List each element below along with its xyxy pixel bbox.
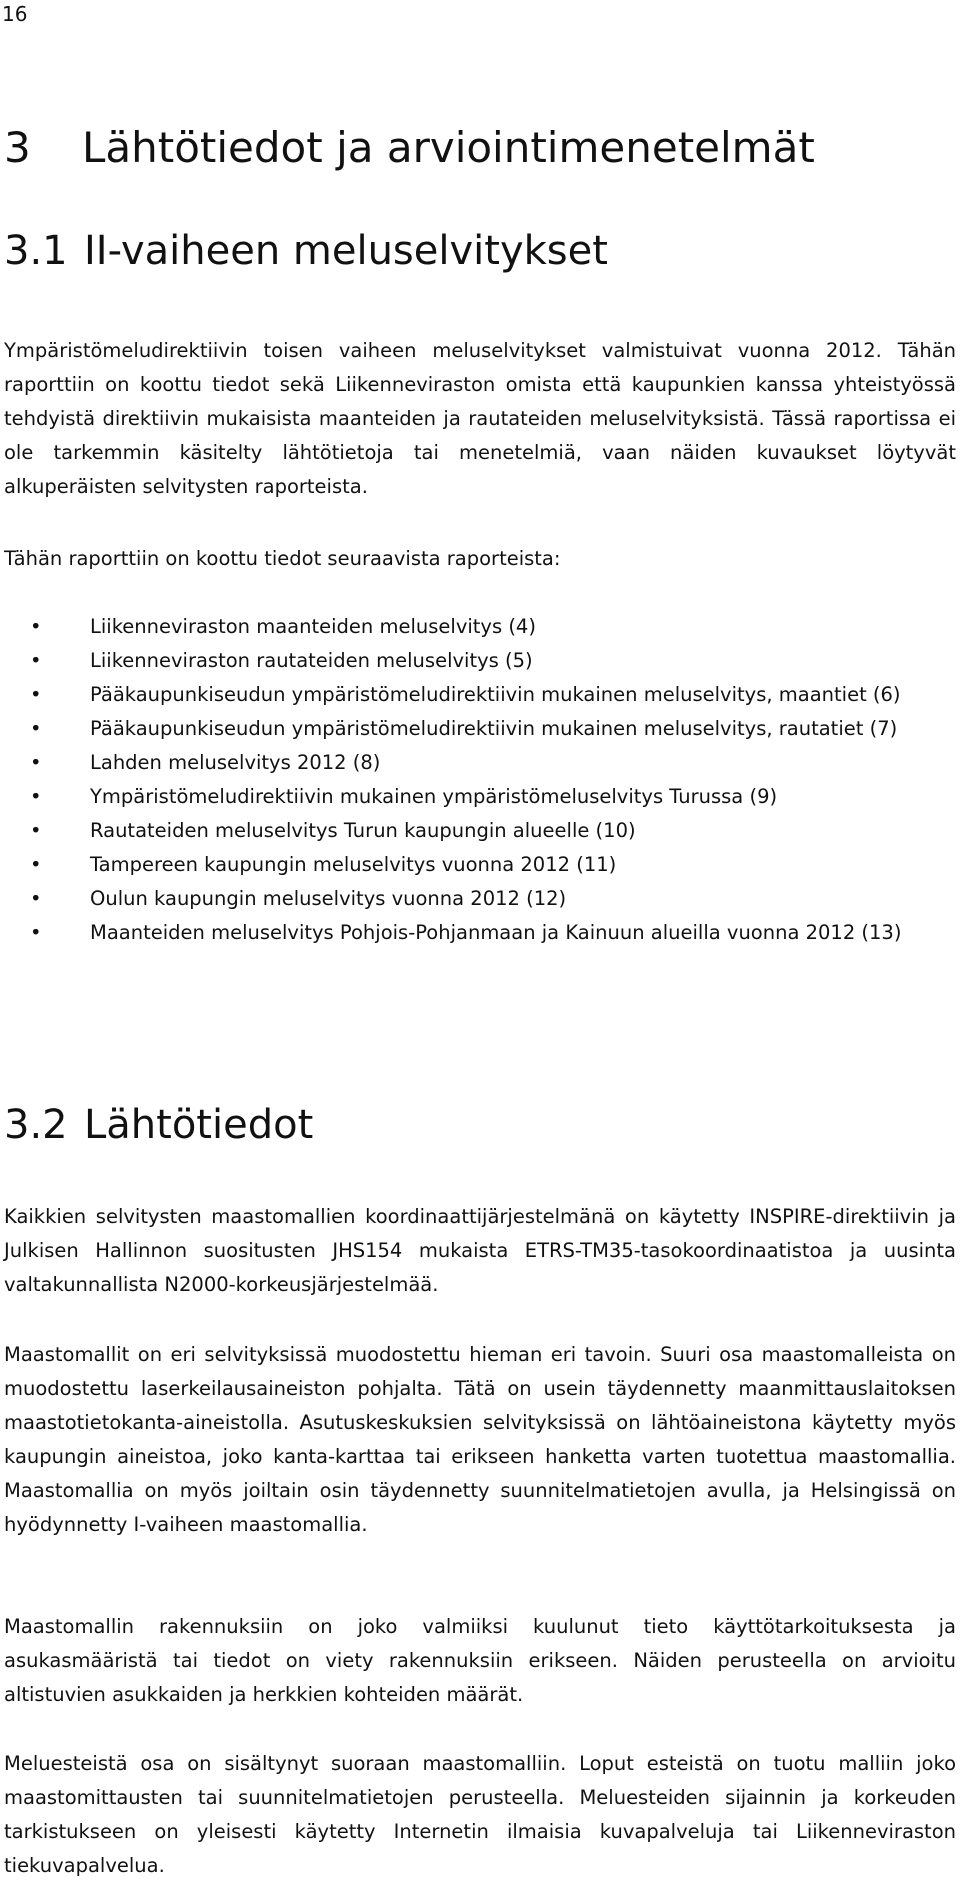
- bullet-icon: •: [30, 751, 42, 774]
- list-item-text: Oulun kaupungin meluselvitys vuonna 2012 (12): [90, 887, 567, 910]
- section-heading-3-1: [4, 226, 608, 276]
- list-item-text: Liikenneviraston maanteiden meluselvitys (4): [90, 615, 536, 638]
- bullet-icon: •: [30, 819, 42, 842]
- list-item-text: Maanteiden meluselvitys Pohjois-Pohjanmaan ja Kainuun alueilla vuonna 2012 (13): [90, 921, 902, 944]
- paragraph-buildings: Maastomallin rakennuksiin on joko valmiiksi kuulunut tieto käyttötarkoituksesta ja asukasmääristä tai tiedot on viety rakennuksiin erikseen. Näiden perusteella on arvioitu altistuvien asukkaiden ja herkkien kohteiden määrät.: [4, 1615, 956, 1706]
- list-item-text: Pääkaupunkiseudun ympäristömeludirektiivin mukainen meluselvitys, maantiet (6): [90, 683, 901, 706]
- section-title: Lähtötiedot: [84, 1102, 314, 1148]
- section-title: II-vaiheen meluselvitykset: [84, 228, 608, 274]
- paragraph-reports-intro: Tähän raporttiin on koottu tiedot seuraavista raporteista:: [4, 547, 561, 570]
- bullet-icon: •: [30, 683, 42, 706]
- list-item: [0, 780, 956, 814]
- list-item-text: Liikenneviraston rautateiden meluselvitys (5): [90, 649, 533, 672]
- bullet-icon: •: [30, 887, 42, 910]
- bullet-icon: •: [30, 921, 42, 944]
- section-heading-3-2: [4, 1100, 313, 1150]
- paragraph-noise-barriers: Meluesteistä osa on sisältynyt suoraan maastomalliin. Loput esteistä on tuotu malliin joko maastomittausten tai suunnitelmatietojen perusteella. Meluesteiden sijainnin ja korkeuden tarkistukseen on yleisesti käytetty Internetin ilmaisia kuvapalveluja tai Liikenneviraston tiekuvapalvelua.: [4, 1752, 956, 1877]
- bullet-icon: •: [30, 649, 42, 672]
- list-item: [0, 882, 956, 916]
- list-item-text: Ympäristömeludirektiivin mukainen ympäristömeluselvitys Turussa (9): [90, 785, 778, 808]
- list-item: [0, 610, 956, 644]
- list-item: [0, 678, 956, 712]
- bullet-icon: •: [30, 717, 42, 740]
- page-number: 16: [2, 2, 28, 26]
- list-item: [0, 644, 956, 678]
- bullet-icon: •: [30, 615, 42, 638]
- chapter-title: Lähtötiedot ja arviointimenetelmät: [82, 123, 815, 172]
- section-number: 3.1: [4, 228, 68, 274]
- list-item-text: Tampereen kaupungin meluselvitys vuonna 2012 (11): [90, 853, 617, 876]
- report-list: [0, 610, 956, 950]
- section-number: 3.2: [4, 1102, 68, 1148]
- list-item-text: Pääkaupunkiseudun ympäristömeludirektiivin mukainen meluselvitys, rautatiet (7): [90, 717, 898, 740]
- list-item-text: Lahden meluselvitys 2012 (8): [90, 751, 381, 774]
- bullet-icon: •: [30, 785, 42, 808]
- list-item: [0, 916, 956, 950]
- chapter-number: 3: [4, 123, 31, 172]
- paragraph-phase-two: Ympäristömeludirektiivin toisen vaiheen meluselvitykset valmistuivat vuonna 2012. Tähän raporttiin on koottu tiedot sekä Liikenneviraston omista että kaupunkien kanssa yhteistyössä tehdyistä direktiivin mukaisista maanteiden ja rautateiden meluselvityksistä. Tässä raportissa ei ole tarkemmin käsitelty lähtötietoja tai menetelmiä, vaan näiden kuvaukset löytyvät alkuperäisten selvitysten raporteista.: [4, 339, 956, 498]
- bullet-icon: •: [30, 853, 42, 876]
- list-item: [0, 712, 956, 746]
- list-item-text: Rautateiden meluselvitys Turun kaupungin alueelle (10): [90, 819, 636, 842]
- chapter-heading: [4, 122, 815, 174]
- paragraph-terrain-models: Maastomallit on eri selvityksissä muodostettu hieman eri tavoin. Suuri osa maastomalleista on muodostettu laserkeilausaineiston pohjalta. Tätä on usein täydennetty maanmittauslaitoksen maastotietokanta-aineistolla. Asutuskeskuksien selvityksissä on lähtöaineistona käytetty myös kaupungin aineistoa, joko kanta-karttaa tai erikseen hanketta varten tuotettua maastomallia. Maastomallia on myös joiltain osin täydennetty suunnitelmatietojen avulla, ja Helsingissä on hyödynnetty I-vaiheen maastomallia.: [4, 1343, 956, 1536]
- list-item: [0, 848, 956, 882]
- list-item: [0, 814, 956, 848]
- list-item: [0, 746, 956, 780]
- paragraph-coordinate-system: Kaikkien selvitysten maastomallien koordinaattijärjestelmänä on käytetty INSPIRE-direktiivin ja Julkisen Hallinnon suositusten JHS154 mukaista ETRS-TM35-tasokoordinaatistoa ja uusinta valtakunnallista N2000-korkeusjärjestelmää.: [4, 1205, 956, 1296]
